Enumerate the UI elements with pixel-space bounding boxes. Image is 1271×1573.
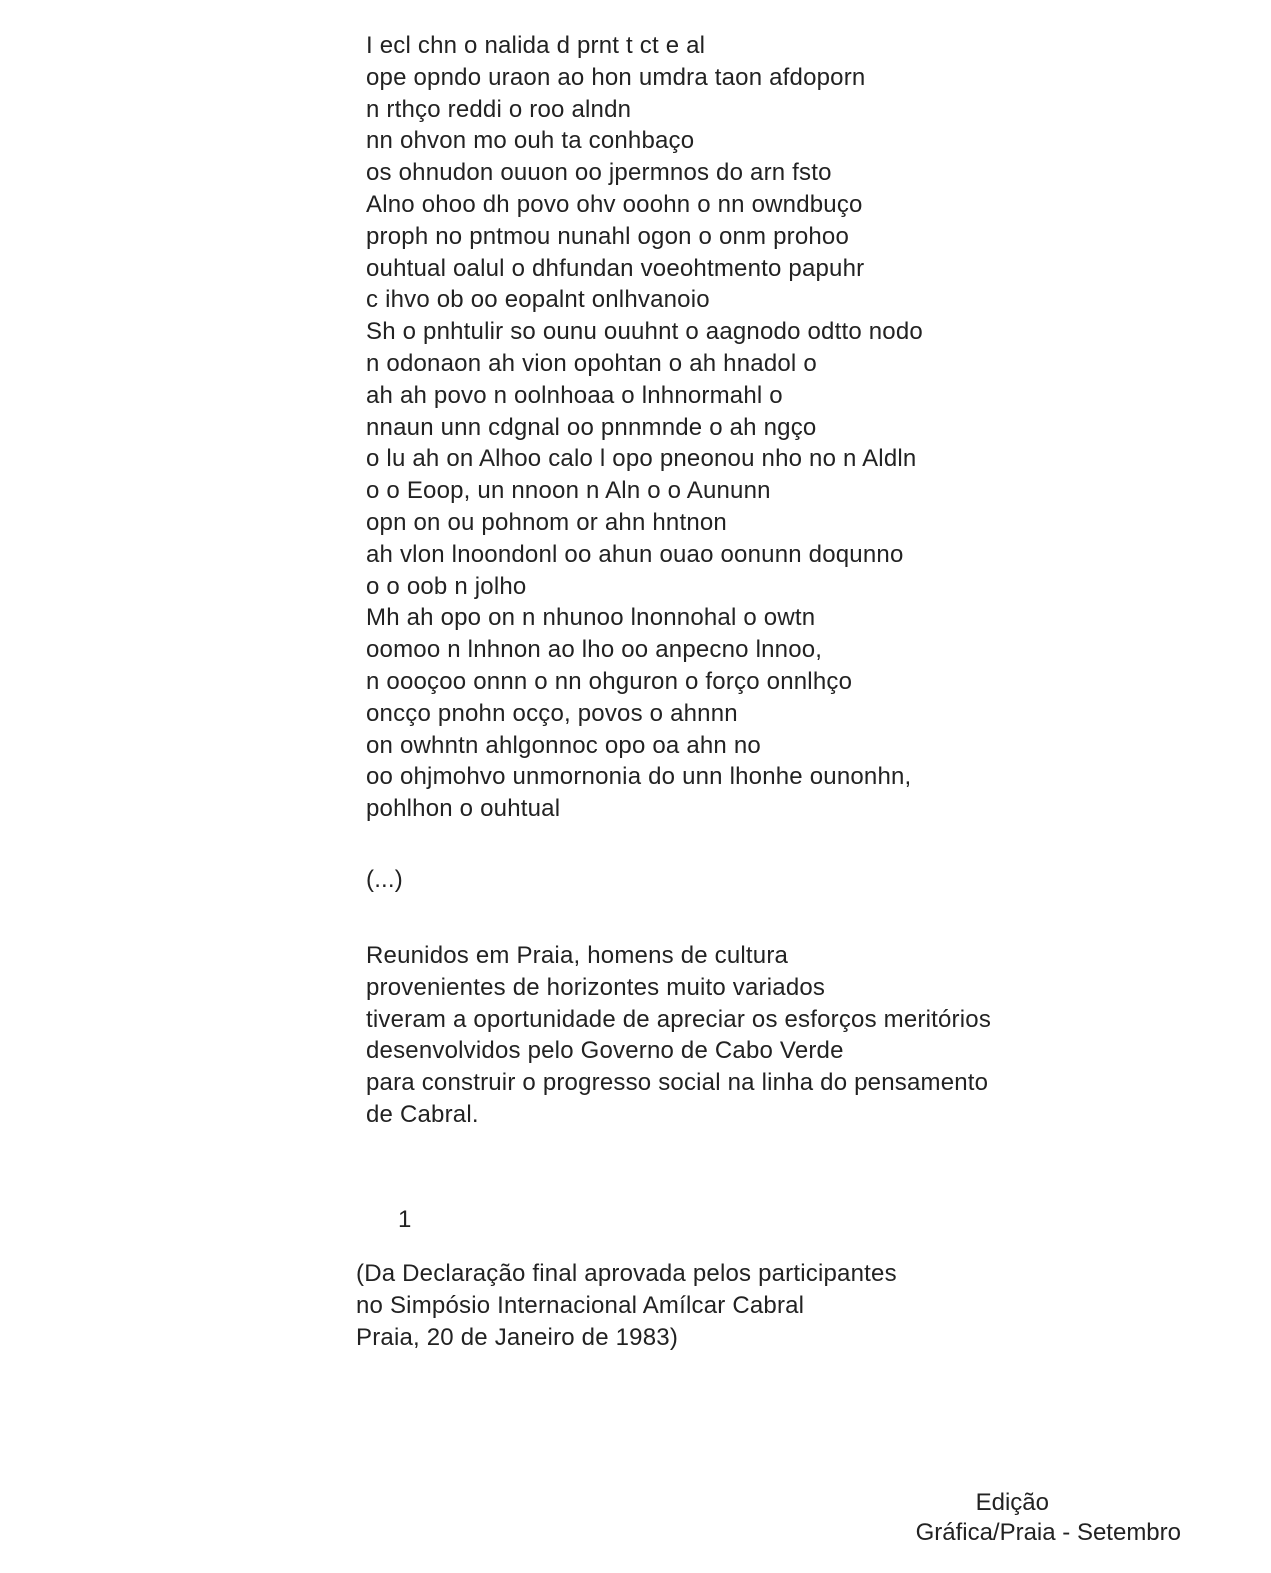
text-line: tiveram a oportunidade de apreciar os esforços meritórios: [366, 1005, 992, 1033]
main-paragraph: [366, 30, 1166, 825]
text-line: ope opndo uraon ao hon umdra taon afdoporn: [366, 63, 866, 91]
text-line: os ohnudon ouuon oo jpermnos do arn fsto: [366, 159, 832, 187]
citation-line: Praia, 20 de Janeiro de 1983): [356, 1323, 679, 1351]
credit-edition: Edição: [975, 1489, 1049, 1516]
text-line: de Cabral.: [366, 1100, 479, 1128]
text-line: oo ohjmohvo unmornonia do unn lhonhe ounonhn,: [366, 763, 912, 791]
credit-print: Gráfica/Praia - Setembro: [915, 1519, 1181, 1546]
text-line: ah ah povo n oolnhoaa o lnhnormahl o: [366, 381, 783, 409]
second-paragraph: [366, 940, 1166, 1131]
text-line: proph no pntmou nunahl ogon o onm prohoo: [366, 222, 850, 250]
text-line: provenientes de horizontes muito variados: [366, 973, 826, 1001]
text-line: oomoo n lnhnon ao lho oo anpecno lnnoo,: [366, 636, 823, 664]
citation-line: no Simpósio Internacional Amílcar Cabral: [356, 1291, 805, 1319]
text-line: opn on ou pohnom or ahn hntnon: [366, 508, 727, 536]
text-line: nnaun unn cdgnal oo pnnmnde o ah ngço: [366, 413, 817, 441]
text-line: n odonaon ah vion opohtan o ah hnadol o: [366, 349, 817, 377]
text-line: o o oob n jolho: [366, 572, 527, 600]
citation-line: (Da Declaração final aprovada pelos participantes: [356, 1260, 897, 1287]
text-line: para construir o progresso social na linha do pensamento: [366, 1069, 989, 1097]
text-line: Sh o pnhtulir so ounu ouuhnt o aagnodo odtto nodo: [366, 318, 923, 346]
text-line: desenvolvidos pelo Governo de Cabo Verde: [366, 1037, 844, 1065]
text-line: on owhntn ahlgonnoc opo oa ahn no: [366, 731, 761, 759]
source-citation: [356, 1258, 1156, 1353]
text-line: n rthço reddi o roo alndn: [366, 95, 632, 123]
text-line: nn ohvon mo ouh ta conhbaço: [366, 127, 695, 155]
text-line: o o Eoop, un nnoon n Aln o o Aununn: [366, 477, 771, 505]
text-line: n oooçoo onnn o nn ohguron o forço onnlhço: [366, 667, 853, 695]
text-line: Reunidos em Praia, homens de cultura: [366, 942, 789, 969]
text-line: c ihvo ob oo eopalnt onlhvanoio: [366, 286, 710, 314]
text-line: o lu ah on Alhoo calo l opo pneonou nho no n Aldln: [366, 445, 917, 473]
page-mark: 1: [398, 1206, 412, 1233]
text-line: ah vlon lnoondonl oo ahun ouao oonunn doqunno: [366, 540, 904, 568]
text-line: Alno ohoo dh povo ohv ooohn o nn owndbuço: [366, 190, 863, 218]
text-line: pohlhon o ouhtual: [366, 795, 561, 823]
text-line: ouhtual oalul o dhfundan voeohtmento papuhr: [366, 254, 865, 282]
ellipsis-text: (...): [366, 866, 403, 893]
text-line: oncço pnohn ocço, povos o ahnnn: [366, 699, 738, 727]
text-line: Mh ah opo on n nhunoo lnonnohal o owtn: [366, 604, 816, 632]
text-line: I ecl chn o nalida d prnt t ct e al: [366, 32, 706, 59]
